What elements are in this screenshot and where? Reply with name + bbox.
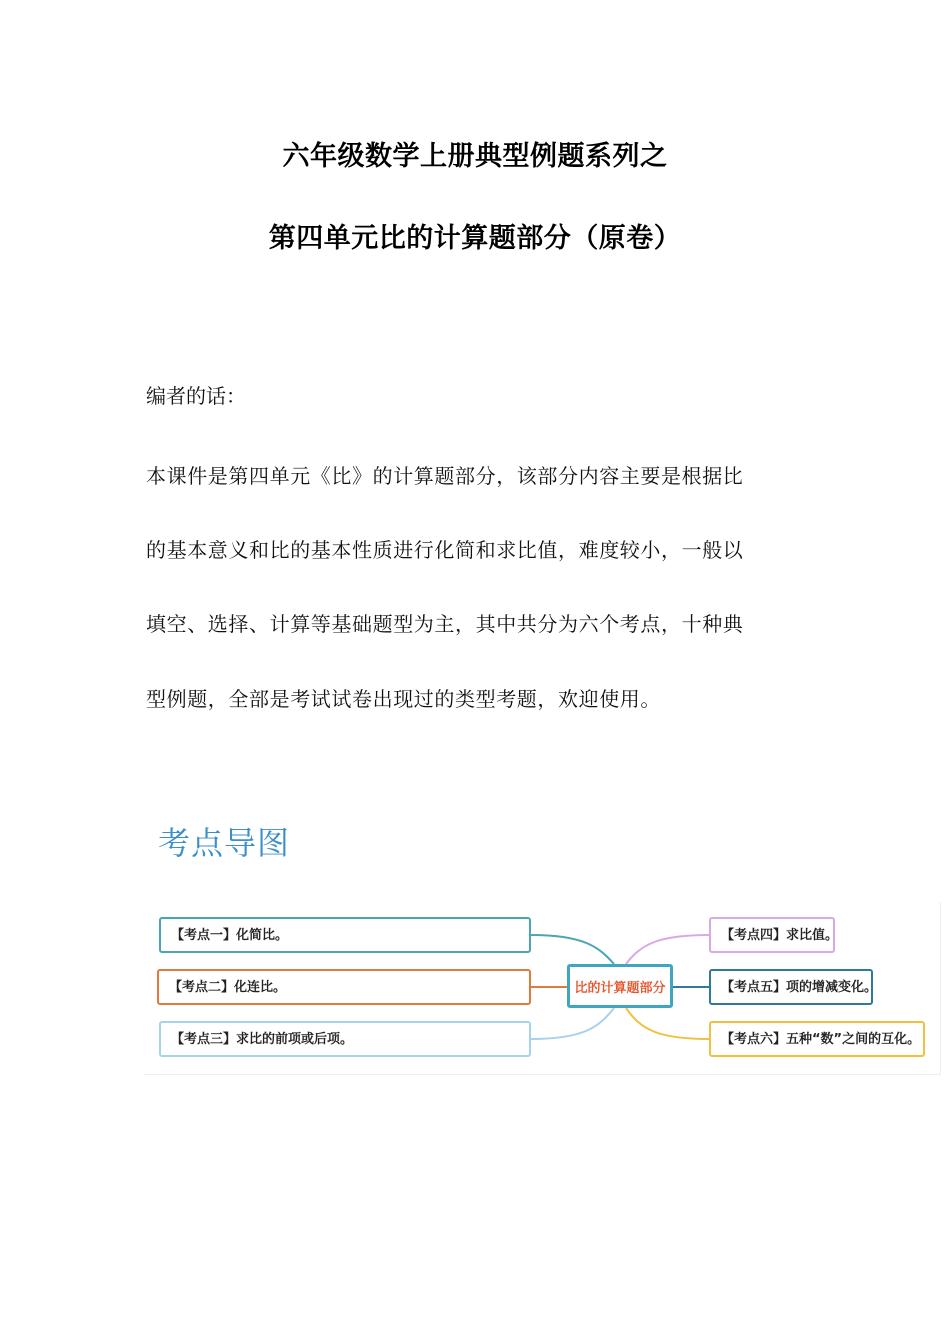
mindmap: [144, 902, 941, 1075]
intro-paragraph-line: 填空、选择、计算等基础题型为主，其中共分为六个考点，十种典: [146, 612, 744, 636]
intro-paragraph-line: 的基本意义和比的基本性质进行化简和求比值，难度较小，一般以: [146, 538, 744, 562]
mindmap-node-topic-5: 【考点五】项的增减变化。: [709, 969, 873, 1005]
mindmap-node-topic-2: 【考点二】化连比。: [157, 969, 531, 1005]
editor-note-label: 编者的话：: [146, 384, 246, 408]
mindmap-node-topic-4: 【考点四】求比值。: [709, 917, 835, 953]
mindmap-node-topic-6: 【考点六】五种“数”之间的互化。: [709, 1021, 925, 1057]
document-title-line-2: 第四单元比的计算题部分（原卷）: [268, 223, 682, 254]
connector-node-6: [626, 1008, 709, 1039]
connector-node-1: [531, 935, 614, 964]
connector-node-4: [626, 935, 709, 964]
intro-paragraph-line: 型例题，全部是考试试卷出现过的类型考题，欢迎使用。: [146, 687, 661, 711]
connector-node-3: [531, 1008, 614, 1039]
mindmap-center-node: 比的计算题部分: [567, 964, 673, 1008]
document-title-line-1: 六年级数学上册典型例题系列之: [282, 141, 668, 172]
mindmap-node-topic-1: 【考点一】化简比。: [159, 917, 531, 953]
intro-paragraph-line: 本课件是第四单元《比》的计算题部分，该部分内容主要是根据比: [146, 464, 744, 488]
mindmap-node-topic-3: 【考点三】求比的前项或后项。: [159, 1021, 531, 1057]
mindmap-heading: 考点导图: [158, 824, 291, 862]
